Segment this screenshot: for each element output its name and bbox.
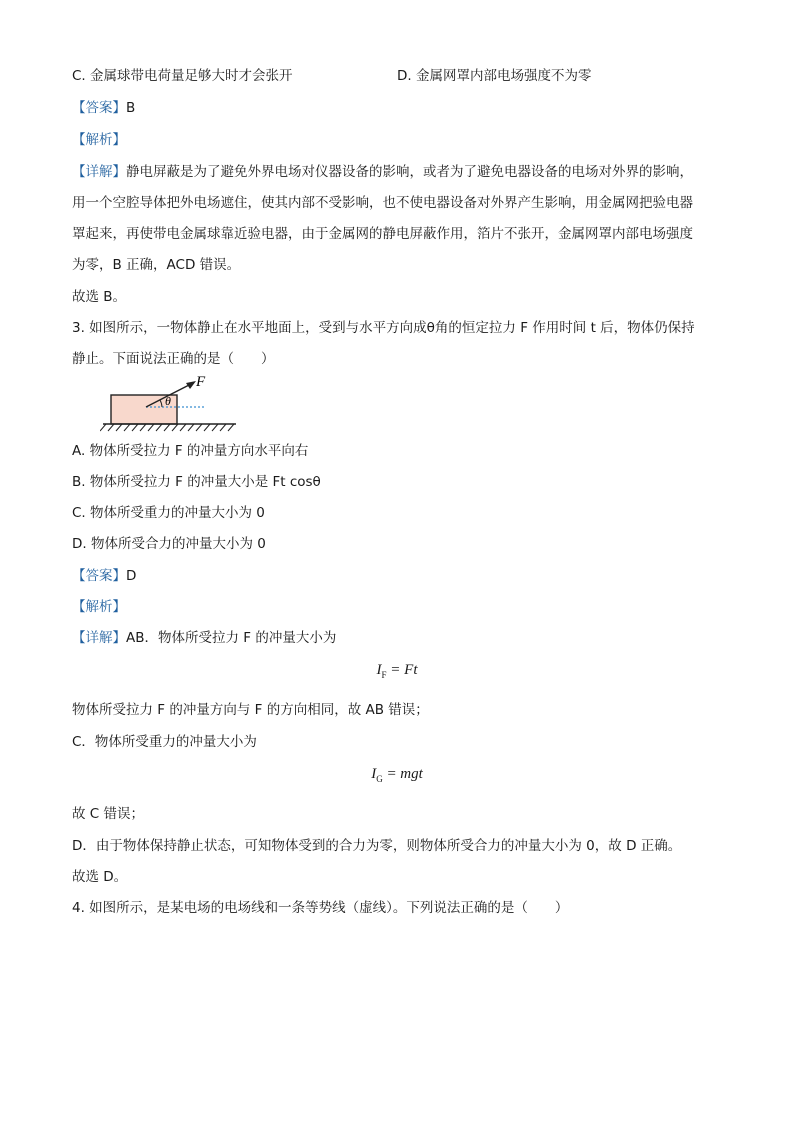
q2-detail-line [72, 162, 693, 182]
q3-analysis-tag: 【解析】 [72, 599, 126, 615]
ground-hatching [100, 424, 234, 431]
q3-conclusion: 故选 D。 [72, 869, 128, 885]
force-diagram [100, 374, 240, 432]
force-label: F [196, 374, 206, 390]
q2-conclusion: 故选 B。 [72, 289, 127, 305]
q3-option-c: C. 物体所受重力的冲量大小为 0 [72, 505, 265, 521]
q3-detail-line [72, 628, 336, 648]
q2-option-d: D. 金属网罩内部电场强度不为零 [397, 68, 592, 84]
formula-lhs: I [376, 662, 382, 678]
q3-option-a: A. 物体所受拉力 F 的冲量方向水平向右 [72, 443, 309, 459]
formula-impulse-g [0, 766, 794, 784]
arrow-head-icon [186, 381, 196, 389]
formula-rhs: = mgt [382, 766, 423, 782]
q3-detail-line: C．物体所受重力的冲量大小为 [72, 734, 257, 750]
answer-value: D [126, 568, 137, 584]
q3-option-d: D. 物体所受合力的冲量大小为 0 [72, 536, 266, 552]
q3-detail-line: 物体所受拉力 F 的冲量方向与 F 的方向相同，故 AB 错误； [72, 702, 429, 718]
q2-detail-line: 罩起来，再使带电金属球靠近验电器，由于金属网的静电屏蔽作用，箔片不张开，金属网罩内部电场强度 [72, 226, 693, 242]
q2-detail-line: 用一个空腔导体把外电场遮住，使其内部不受影响，也不使电器设备对外界产生影响，用金属网把验电器 [72, 195, 693, 211]
q3-detail-line: 故 C 错误； [72, 806, 145, 822]
detail-tag: 【详解】 [72, 630, 126, 646]
q4-stem: 4. 如图所示，是某电场的电场线和一条等势线（虚线）。下列说法正确的是（ ） [72, 900, 569, 916]
formula-lhs: I [371, 766, 377, 782]
q3-option-b: B. 物体所受拉力 F 的冲量大小是 Ft cosθ [72, 474, 321, 490]
q3-stem-line: 静止。下面说法正确的是（ ） [72, 351, 275, 367]
q2-option-c: C. 金属球带电荷量足够大时才会张开 [72, 68, 293, 84]
angle-label: θ [165, 394, 171, 408]
answer-tag: 【答案】 [72, 100, 126, 116]
q3-detail-line: D．由于物体保持静止状态，可知物体受到的合力为零，则物体所受合力的冲量大小为 0，故 D 正确。 [72, 838, 682, 854]
detail-text: 静电屏蔽是为了避免外界电场对仪器设备的影响，或者为了避免电器设备的电场对外界的影响， [126, 164, 693, 180]
detail-tag: 【详解】 [72, 164, 126, 180]
q2-analysis-tag: 【解析】 [72, 132, 126, 148]
formula-subscript: G [376, 774, 383, 784]
detail-text: AB．物体所受拉力 F 的冲量大小为 [126, 630, 337, 646]
q3-stem-line: 3. 如图所示，一物体静止在水平地面上，受到与水平方向成θ角的恒定拉力 F 作用时间 t 后，物体仍保持 [72, 320, 695, 336]
formula-impulse-f [0, 662, 794, 680]
q3-answer [72, 566, 136, 586]
q2-answer [72, 98, 135, 118]
formula-subscript: F [381, 670, 387, 680]
answer-tag: 【答案】 [72, 568, 126, 584]
q2-detail-line: 为零，B 正确，ACD 错误。 [72, 257, 241, 273]
formula-rhs: = Ft [386, 662, 418, 678]
answer-value: B [126, 100, 136, 116]
